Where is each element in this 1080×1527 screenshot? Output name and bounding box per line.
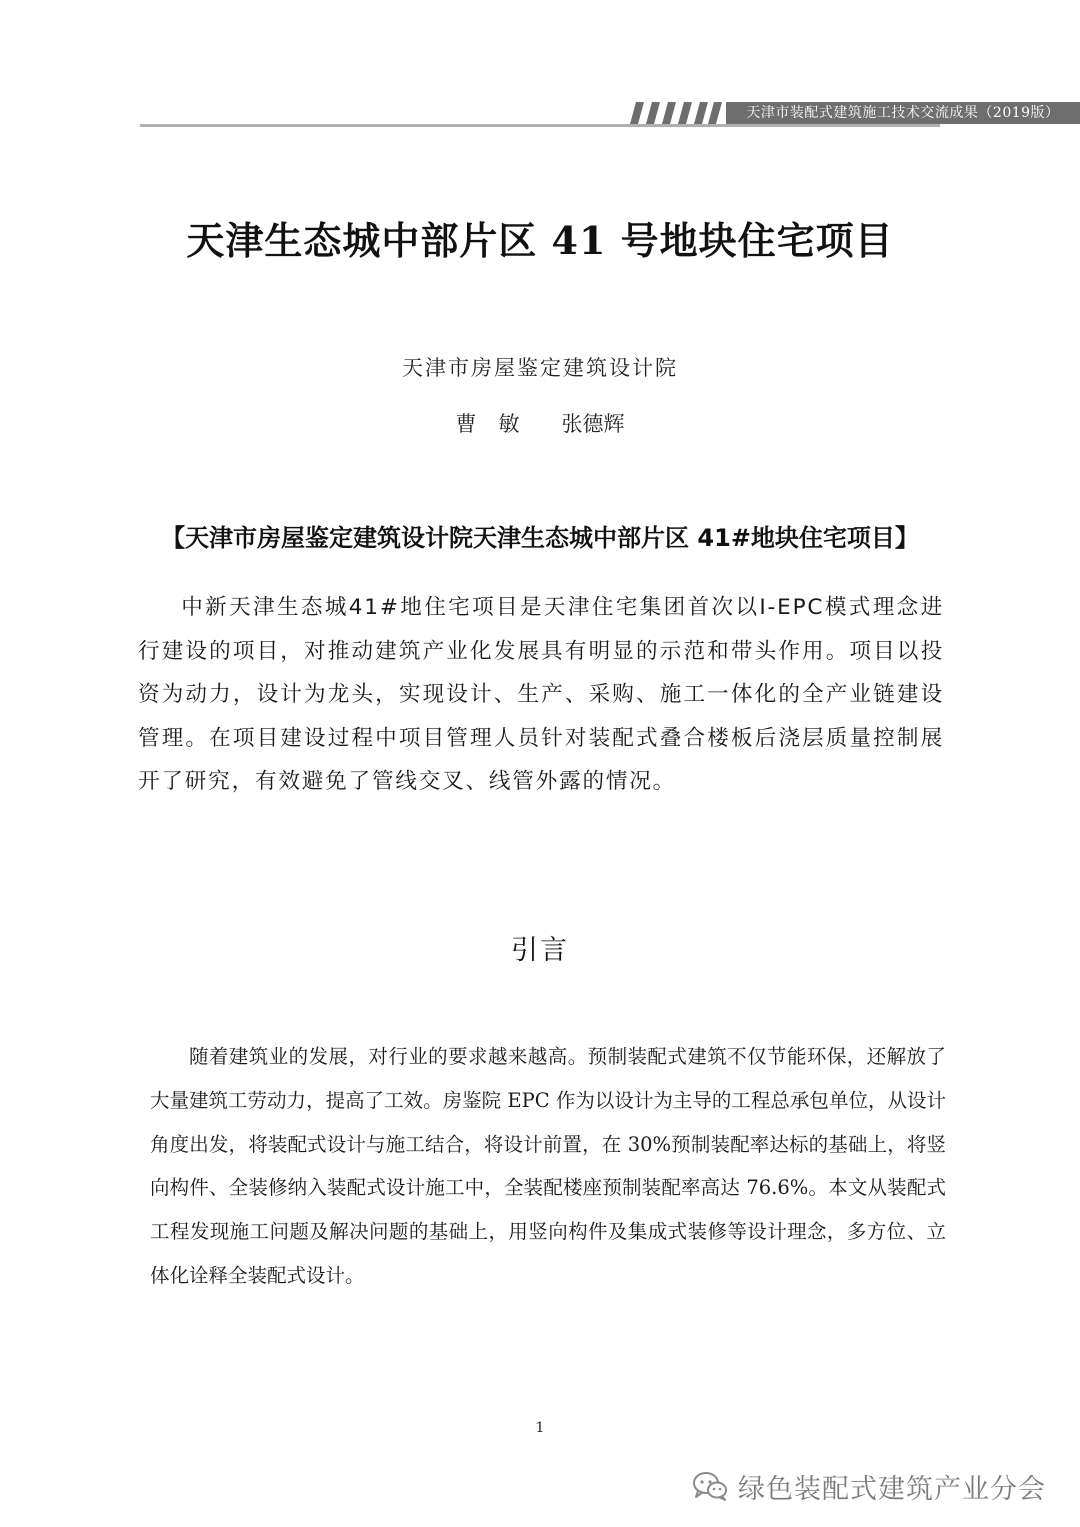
watermark-text: 绿色装配式建筑产业分会: [738, 1473, 1046, 1505]
watermark: [692, 1466, 1046, 1506]
author-name: 曹敏: [455, 412, 542, 436]
running-header: [140, 100, 1060, 128]
organization: 天津市房屋鉴定建筑设计院: [402, 356, 678, 380]
article-title: 天津生态城中部片区 41 号地块住宅项目: [186, 218, 894, 263]
header-stripes-decoration: [630, 102, 722, 124]
authors: [0, 408, 1080, 438]
abstract-heading: 【天津市房屋鉴定建筑设计院天津生态城中部片区 41#地块住宅项目】: [161, 524, 919, 552]
author-name: 张德辉: [561, 412, 625, 436]
series-title: 天津市装配式建筑施工技术交流成果（2019版）: [726, 102, 1080, 124]
page-number: 1: [535, 1420, 545, 1436]
abstract-text: 中新天津生态城41#地住宅项目是天津住宅集团首次以I-EPC模式理念进行建设的项目，对推动建筑产业化发展具有明显的示范和带头作用。项目以投资为动力，设计为龙头，实现设计、生产、采购、施工一体化的全产业链建设管理。在项目建设过程中项目管理人员针对装配式叠合楼板后浇层质量控制展开了研究，有效避免了管线交叉、线管外露的情况。: [138, 595, 944, 795]
wechat-icon: [692, 1471, 728, 1501]
section-paragraph: 随着建筑业的发展，对行业的要求越来越高。预制装配式建筑不仅节能环保，还解放了大量建筑工劳动力，提高了工效。房鉴院 EPC 作为以设计为主导的工程总承包单位，从设计角度出发，将装配式设计与施工结合，将设计前置，在 30%预制装配率达标的基础上，将竖向构件、全装修纳入装配式设计施工中，全装配楼座预制装配率高达 76.6%。本文从装配式工程发现施工问题及解决问题的基础上，用竖向构件及集成式装修等设计理念，多方位、立体化诠释全装配式设计。: [150, 1045, 946, 1287]
header-rule: [140, 124, 940, 127]
section-heading: 引言: [511, 935, 569, 966]
